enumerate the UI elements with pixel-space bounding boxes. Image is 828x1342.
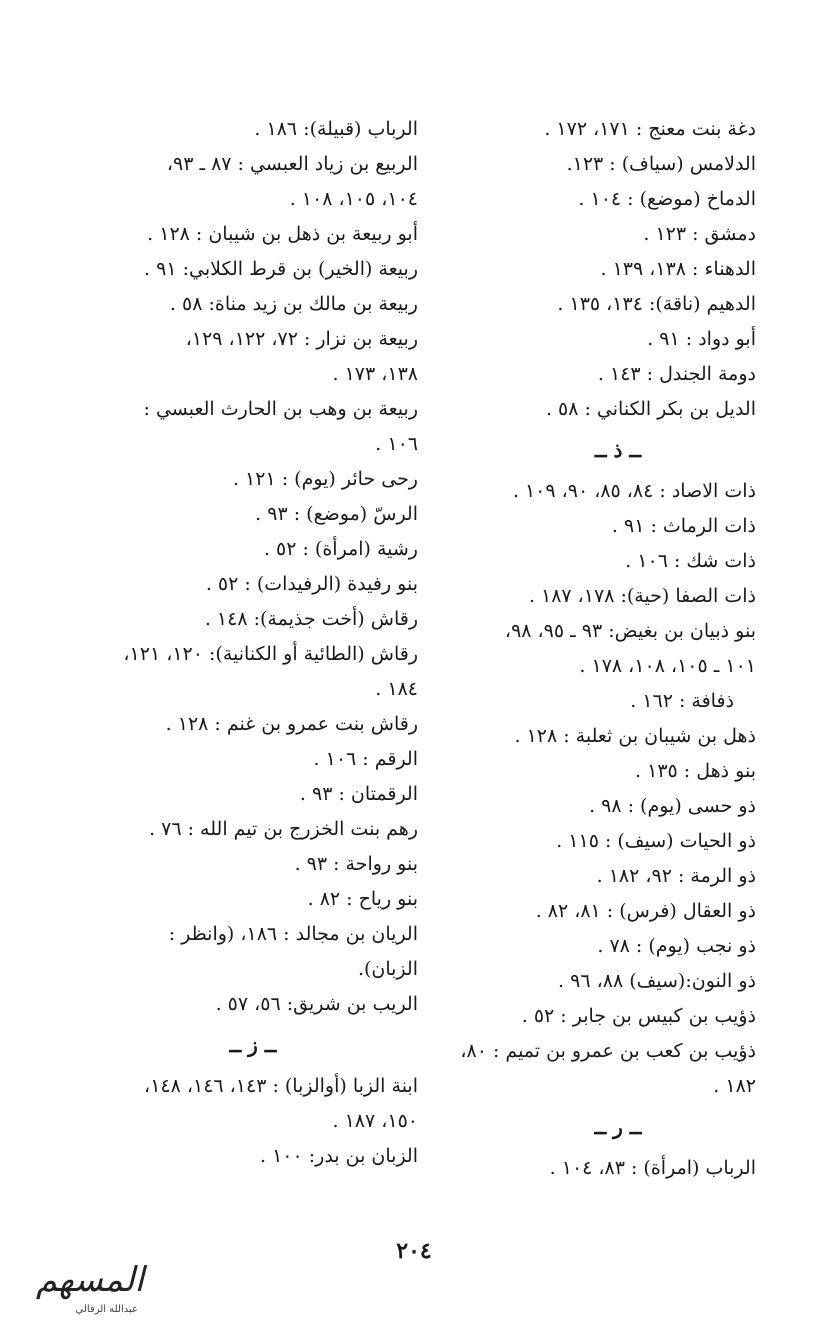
index-entry: ذو الحيات (سيف) : ١١٥ . [556, 830, 756, 852]
index-entry: بنو رواحة : ٩٣ . [294, 853, 418, 875]
index-entry: أبو ربيعة بن ذهل بن شيبان : ١٢٨ . [147, 223, 418, 245]
index-entry: الدهيم (ناقة): ١٣٤، ١٣٥ . [557, 293, 756, 315]
watermark-subtext: عبدالله الرقالي [75, 1304, 138, 1315]
index-entry: الرباب (امرأة) : ٨٣، ١٠٤ . [549, 1157, 756, 1179]
page-number: ٢٠٤ [396, 1238, 432, 1264]
index-entry: ربيعة بن وهب بن الحارث العبسي : [143, 398, 418, 420]
index-entry: رقاش بنت عمرو بن غنم : ١٢٨ . [165, 713, 418, 735]
index-entry-continuation: ١٠٦ . [375, 433, 418, 455]
index-entry: رحى حائر (يوم) : ١٢١ . [232, 468, 418, 490]
index-entry-continuation: ١٣٨، ١٧٣ . [332, 363, 418, 385]
index-entry: ذو الرمة : ٩٢، ١٨٢ . [596, 865, 756, 887]
index-entry: ذو نجب (يوم) : ٧٨ . [597, 935, 756, 957]
index-column-right [440, 112, 756, 1186]
index-entry: ذات الصفا (حية): ١٧٨، ١٨٧ . [528, 585, 756, 607]
index-entry-continuation: ١٥٠، ١٨٧ . [332, 1110, 418, 1132]
index-entry: رقاش (أخت جذيمة): ١٤٨ . [204, 608, 418, 630]
index-entry: رشية (امرأة) : ٥٢ . [263, 538, 418, 560]
index-entry: ذهل بن شيبان بن ثعلبة : ١٢٨ . [514, 725, 756, 747]
index-entry: ربيعة بن مالك بن زيد مناة: ٥٨ . [169, 293, 418, 315]
index-entry: الريان بن مجالد : ١٨٦، (وانظر : [168, 923, 418, 945]
index-entry: ابنة الزبا (أوالزبا) : ١٤٣، ١٤٦، ١٤٨، [144, 1075, 418, 1097]
index-entry-continuation: الزبان). [357, 958, 418, 980]
index-entry: الرقم : ١٠٦ . [313, 748, 418, 770]
index-entry: ذفافة : ١٦٢ . [630, 690, 734, 712]
index-entry: الديل بن بكر الكناني : ٥٨ . [545, 398, 756, 420]
index-entry: الرقمتان : ٩٣ . [299, 783, 418, 805]
index-entry: رقاش (الطائية أو الكنانية): ١٢٠، ١٢١، [123, 643, 418, 665]
index-entry: دمشق : ١٢٣ . [643, 223, 756, 245]
index-entry: الرباب (قبيلة): ١٨٦ . [254, 118, 418, 140]
index-entry: أبو دواد : ٩١ . [647, 328, 756, 350]
index-entry: الدهناء : ١٣٨، ١٣٩ . [600, 258, 756, 280]
index-column-left [68, 112, 418, 1174]
index-entry: الرسّ (موضع) : ٩٣ . [255, 503, 418, 525]
index-entry-continuation: ١٨٢ . [713, 1075, 756, 1097]
index-entry-continuation: ١٠٤، ١٠٥، ١٠٨ . [289, 188, 418, 210]
watermark-text: المسهم [35, 1260, 144, 1300]
index-entry: ذات الاصاد : ٨٤، ٨٥، ٩٠، ١٠٩ . [512, 480, 756, 502]
index-entry: ذات شك : ١٠٦ . [625, 550, 756, 572]
index-entry: الدلامس (سياف) : ١٢٣. [566, 153, 756, 175]
index-entry: بنو رفيدة (الرفيدات) : ٥٢ . [205, 573, 418, 595]
index-entry: ذؤيب بن كبيس بن جابر : ٥٢ . [521, 1005, 756, 1027]
section-heading-zay: ــ ز ــ [229, 1033, 277, 1057]
index-entry: بنو رياح : ٨٢ . [307, 888, 418, 910]
index-entry: الدماخ (موضع) : ١٠٤ . [578, 188, 756, 210]
index-entry: دغة بنت معنج : ١٧١، ١٧٢ . [544, 118, 756, 140]
index-entry: الزبان بن بدر: ١٠٠ . [259, 1145, 418, 1167]
index-entry: ذو العقال (فرس) : ٨١، ٨٢ . [535, 900, 756, 922]
index-entry: الريب بن شريق: ٥٦، ٥٧ . [215, 993, 418, 1015]
index-entry: ربيعة بن نزار : ٧٢، ١٢٢، ١٢٩، [185, 328, 418, 350]
section-heading-ra: ــ ر ــ [594, 1115, 642, 1139]
index-entry: ذات الرماث : ٩١ . [611, 515, 756, 537]
index-entry-continuation: ١٨٤ . [375, 678, 418, 700]
index-entry: ذو النون:(سيف) ٨٨، ٩٦ . [558, 970, 756, 992]
index-entry: ربيعة (الخير) بن قرط الكلابي: ٩١ . [144, 258, 418, 280]
index-entry: ذو حسى (يوم) : ٩٨ . [589, 795, 756, 817]
index-entry-continuation: ١٠١ ـ ١٠٥، ١٠٨، ١٧٨ . [579, 655, 756, 677]
index-entry: الربيع بن زياد العبسي : ٨٧ ـ ٩٣، [166, 153, 418, 175]
index-entry: بنو ذهل : ١٣٥ . [635, 760, 756, 782]
section-heading-dhal: ــ ذ ــ [594, 438, 642, 462]
index-entry: دومة الجندل : ١٤٣ . [597, 363, 756, 385]
index-entry: ذؤيب بن كعب بن عمرو بن تميم : ٨٠، [460, 1040, 756, 1062]
index-entry: بنو ذبيان بن بغيض: ٩٣ ـ ٩٥، ٩٨، [504, 620, 756, 642]
watermark-logo [14, 1258, 144, 1326]
index-entry: رهم بنت الخزرج بن تيم الله : ٧٦ . [149, 818, 418, 840]
